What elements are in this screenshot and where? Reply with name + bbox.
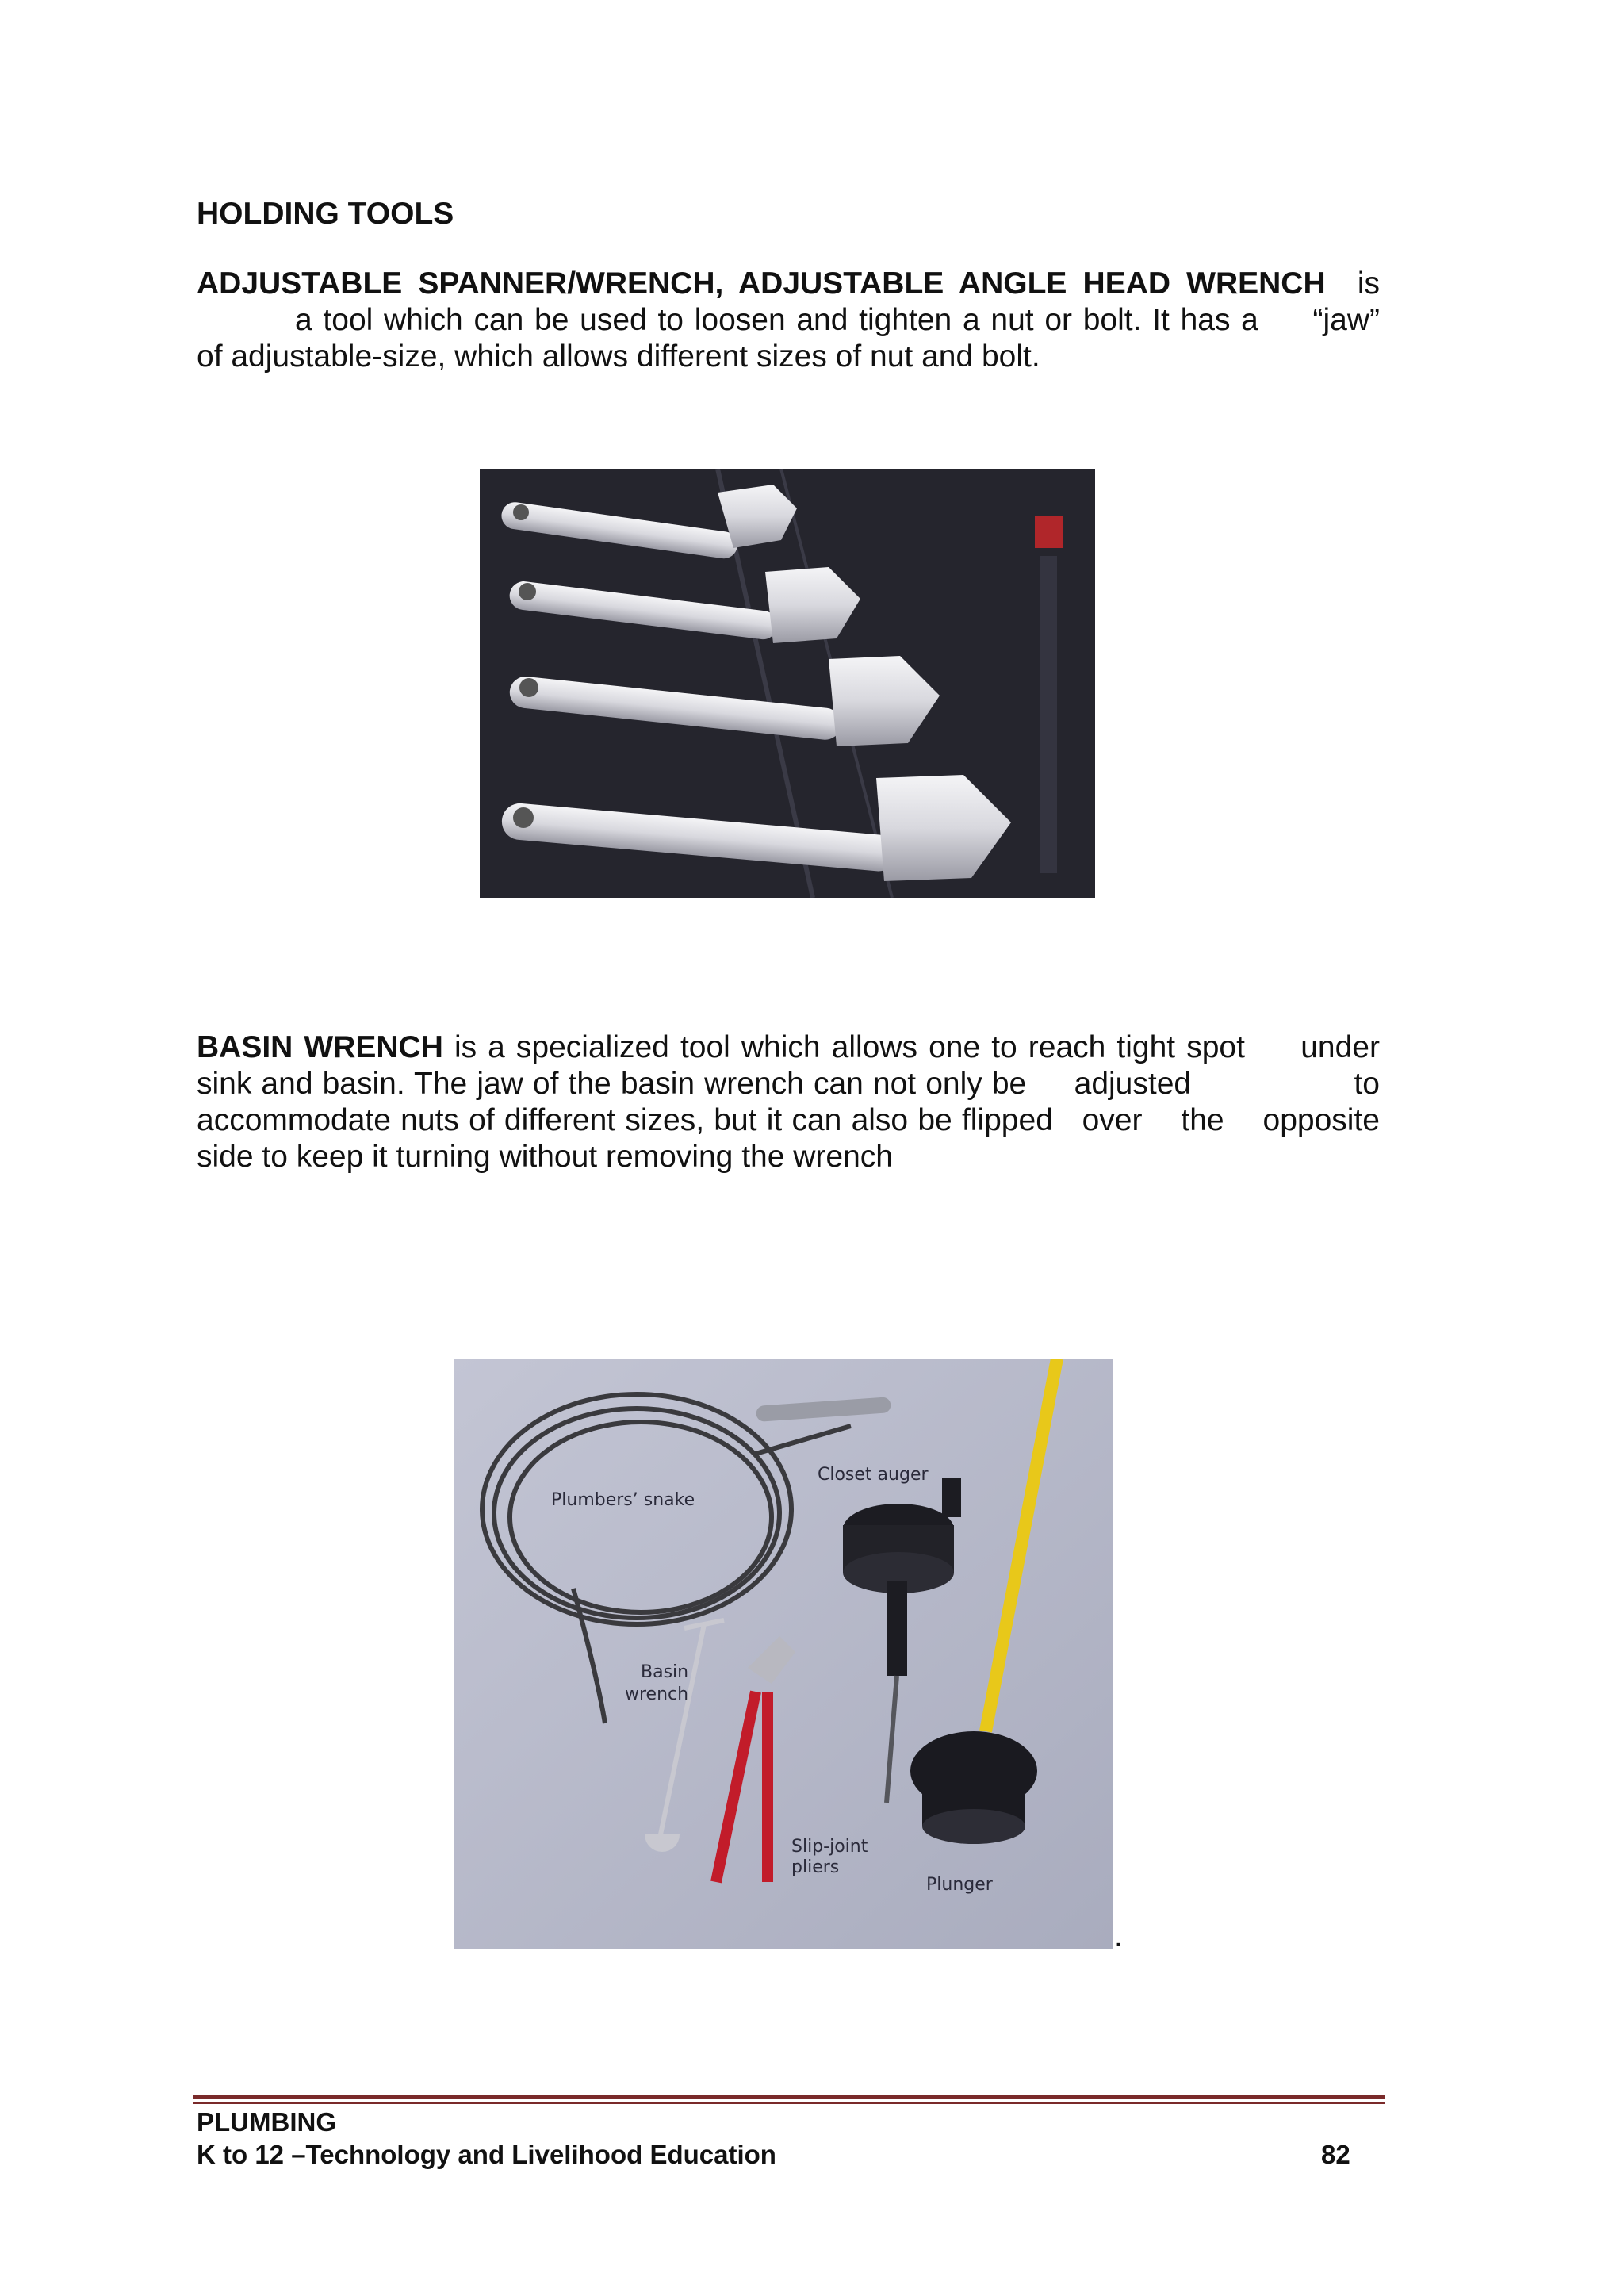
section-heading: HOLDING TOOLS [197,197,454,231]
page-number: 82 [1321,2140,1350,2169]
footer-subject: PLUMBING [197,2107,336,2137]
caption-pliers-line1: Slip-joint [791,1837,868,1857]
adjustable-line2: a tool which can be used to loosen and tighten a nut or bolt. It has a “jaw” [295,303,1380,337]
caption-plumbers-snake: Plumbers’ snake [551,1490,695,1510]
basin-line4: side to keep it turning without removing the wrench [197,1140,893,1174]
wrench-set-illustration [480,469,1095,898]
plunger-cup [910,1731,1037,1844]
footer-rule-thick [193,2095,1385,2099]
trailing-period: . [1114,1919,1123,1953]
caption-basin-line2: wrench [625,1685,689,1704]
basin-line2: sink and basin. The jaw of the basin wrench can not only be adjusted to [197,1067,1380,1101]
caption-closet-auger: Closet auger [818,1465,929,1485]
plumbing-tools-photo [454,1359,1113,1949]
footer-rule-thin [193,2102,1385,2104]
basin-wrench-term: BASIN WRENCH [197,1030,443,1064]
adjustable-line3: of adjustable-size, which allows different sizes of nut and bolt. [197,339,1040,374]
footer-course: K to 12 –Technology and Livelihood Education [197,2140,776,2169]
caption-plunger: Plunger [926,1875,993,1895]
adjustable-wrench-paragraph [197,266,1380,375]
basin-wrench-paragraph [197,1029,1380,1175]
adjustable-wrench-term: ADJUSTABLE SPANNER/WRENCH, ADJUSTABLE ANGLE HEAD WRENCH [197,266,1326,301]
basin-line1-tail: is a specialized tool which allows one to reach tight spot under [442,1030,1380,1064]
caption-pliers-line2: pliers [791,1857,840,1877]
adjustable-line1-tail: is [1357,266,1380,301]
plumbing-tools-illustration [454,1359,1113,1949]
caption-basin-line1: Basin [641,1662,689,1682]
adjustable-wrench-set-photo [480,469,1095,898]
basin-line3: accommodate nuts of different sizes, but it can also be flipped over the opposite [197,1103,1380,1137]
